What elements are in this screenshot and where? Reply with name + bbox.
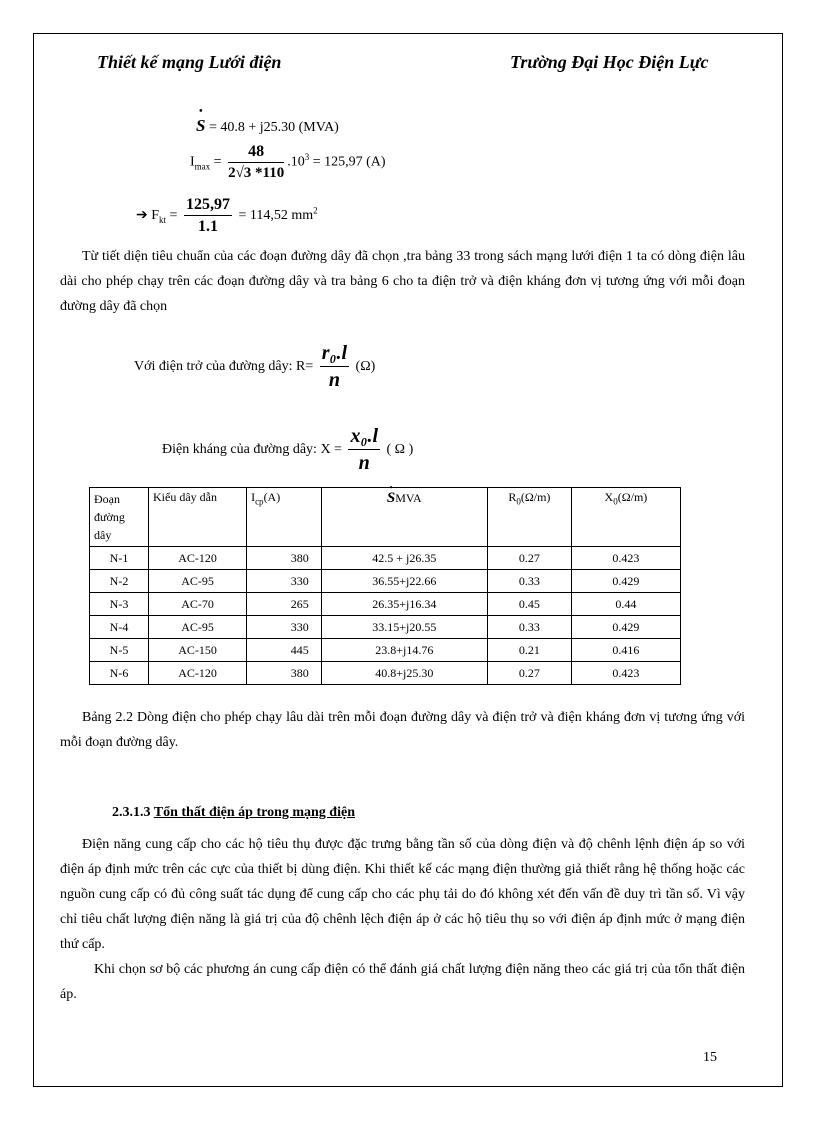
cell-segment: N-5 bbox=[90, 639, 149, 662]
imax-label: I bbox=[190, 154, 195, 170]
cell-r0: 0.27 bbox=[487, 547, 571, 570]
cell-segment: N-1 bbox=[90, 547, 149, 570]
fkt-exponent: 2 bbox=[313, 205, 318, 216]
s-symbol bbox=[196, 106, 206, 136]
paragraph-intro-text: Từ tiết diện tiêu chuẩn của các đoạn đường dây đã chọn ,tra bảng 33 trong sách mạng lưới điện 1 ta có dòng điện lâu dài cho phép chạy trên các đoạn đường dây và tra bảng 6 cho ta điện trở và điện kháng đơn vị tương ứng với mỗi đoạn đường dây đã chọn bbox=[60, 249, 745, 314]
cell-x0: 0.423 bbox=[571, 547, 680, 570]
reactance-label: Điện kháng của đường dây: X = bbox=[162, 442, 342, 458]
reactance-unit: ( Ω ) bbox=[386, 442, 414, 458]
cell-x0: 0.416 bbox=[571, 639, 680, 662]
cell-r0: 0.33 bbox=[487, 616, 571, 639]
header-s bbox=[321, 483, 487, 547]
table-row bbox=[90, 662, 681, 685]
fkt-fraction bbox=[184, 196, 232, 236]
s-value: = 40.8 + j25.30 (MVA) bbox=[208, 120, 339, 135]
section-number: 2.3.1.3 bbox=[112, 805, 151, 820]
cell-icp: 330 bbox=[247, 616, 322, 639]
cell-s: 33.15+j20.55 bbox=[321, 616, 487, 639]
imax-numerator: 48 bbox=[228, 143, 284, 163]
header-x0-letter: X bbox=[604, 490, 614, 504]
imax-denominator: 2√3 *110 bbox=[228, 165, 285, 181]
cell-x0: 0.429 bbox=[571, 570, 680, 593]
paragraph-voltage-quality bbox=[60, 832, 745, 957]
header-x0-unit: (Ω/m) bbox=[617, 490, 648, 504]
section-heading bbox=[112, 805, 355, 821]
reactance-numerator: x₀.l bbox=[348, 425, 380, 450]
header-s-dot: • bbox=[389, 483, 393, 492]
imax-result: = 125,97 (A) bbox=[312, 154, 386, 170]
cell-s: 23.8+j14.76 bbox=[321, 639, 487, 662]
table-row bbox=[90, 547, 681, 570]
reactance-fraction bbox=[348, 425, 380, 475]
table-caption bbox=[60, 705, 745, 755]
cell-x0: 0.44 bbox=[571, 593, 680, 616]
s-letter: S bbox=[196, 116, 206, 135]
resistance-denominator: n bbox=[328, 369, 340, 391]
cell-r0: 0.27 bbox=[487, 662, 571, 685]
header-icp-sub: cp bbox=[255, 496, 264, 507]
cell-wire: AC-150 bbox=[149, 639, 247, 662]
cell-s: 36.55+j22.66 bbox=[321, 570, 487, 593]
line-parameters-table bbox=[89, 483, 681, 685]
reactance-denominator: n bbox=[358, 452, 370, 474]
cell-s: 26.35+j16.34 bbox=[321, 593, 487, 616]
header-icp bbox=[247, 488, 322, 547]
fkt-numerator: 125,97 bbox=[184, 196, 232, 216]
header-segment: Đoạn đường dây bbox=[90, 488, 149, 547]
header-s-unit: MVA bbox=[395, 491, 422, 505]
apparent-power-formula bbox=[196, 106, 339, 136]
imax-exponent: 3 bbox=[304, 152, 310, 163]
cell-wire: AC-95 bbox=[149, 570, 247, 593]
cell-icp: 330 bbox=[247, 570, 322, 593]
header-x0-sub: 0 bbox=[613, 496, 618, 507]
table-row bbox=[90, 570, 681, 593]
cell-segment: N-6 bbox=[90, 662, 149, 685]
cell-x0: 0.429 bbox=[571, 616, 680, 639]
resistance-label: Với điện trở của đường dây: R= bbox=[134, 359, 314, 375]
table-row bbox=[90, 593, 681, 616]
header-left-title: Thiết kế mạng Lưới điện bbox=[97, 52, 282, 72]
cell-segment: N-2 bbox=[90, 570, 149, 593]
cell-r0: 0.33 bbox=[487, 570, 571, 593]
header-icp-letter: I bbox=[251, 490, 256, 504]
arrow-icon: ➔ bbox=[136, 208, 148, 224]
cell-wire: AC-95 bbox=[149, 616, 247, 639]
reactance-formula bbox=[162, 425, 413, 475]
header-s-letter: S bbox=[386, 490, 396, 506]
page-number: 15 bbox=[703, 1050, 717, 1065]
imax-sub: max bbox=[194, 161, 211, 172]
table-row bbox=[90, 616, 681, 639]
paragraph-voltage-loss-text: Khi chọn sơ bộ các phương án cung cấp điện có thể đánh giá chất lượng điện năng theo các giá trị của tổn thất điện áp. bbox=[60, 962, 745, 1002]
resistance-formula bbox=[134, 342, 375, 392]
resistance-fraction bbox=[320, 342, 349, 392]
fkt-equals: = bbox=[169, 208, 178, 224]
imax-equals: = bbox=[213, 154, 222, 170]
header-r0-letter: R bbox=[508, 490, 517, 504]
fkt-denominator: 1.1 bbox=[197, 218, 218, 235]
header-r0-sub: 0 bbox=[516, 496, 521, 507]
resistance-unit: (Ω) bbox=[355, 359, 376, 375]
table-header-row bbox=[90, 488, 681, 547]
cell-icp: 380 bbox=[247, 547, 322, 570]
cell-wire: AC-70 bbox=[149, 593, 247, 616]
paragraph-intro bbox=[60, 244, 745, 319]
paragraph-voltage-loss bbox=[60, 957, 745, 1007]
imax-fraction bbox=[228, 143, 284, 182]
fkt-label: F bbox=[151, 208, 160, 224]
cell-segment: N-4 bbox=[90, 616, 149, 639]
cell-r0: 0.21 bbox=[487, 639, 571, 662]
cell-s: 42.5 + j26.35 bbox=[321, 547, 487, 570]
cell-s: 40.8+j25.30 bbox=[321, 662, 487, 685]
cell-icp: 380 bbox=[247, 662, 322, 685]
table-caption-text: Bảng 2.2 Dòng điện cho phép chạy lâu dài trên mỗi đoạn đường dây và điện trở và điện kháng đơn vị tương ứng với mỗi đoạn đường dây. bbox=[60, 710, 745, 750]
fkt-result: = 114,52 mm bbox=[238, 208, 314, 224]
header-wire-type: Kiểu dây dẫn bbox=[149, 488, 247, 547]
header-x0 bbox=[571, 488, 680, 547]
fkt-formula bbox=[136, 196, 318, 236]
imax-times: .10 bbox=[287, 154, 305, 170]
cell-wire: AC-120 bbox=[149, 662, 247, 685]
header-r0-unit: (Ω/m) bbox=[520, 490, 551, 504]
resistance-numerator: r₀.l bbox=[320, 342, 349, 367]
header-r0 bbox=[487, 488, 571, 547]
imax-formula bbox=[190, 143, 386, 182]
table-row bbox=[90, 639, 681, 662]
cell-icp: 445 bbox=[247, 639, 322, 662]
paragraph-voltage-quality-text: Điện năng cung cấp cho các hộ tiêu thụ được đặc trưng bằng tần số của dòng điện và độ chênh lệnh điện áp so với điện áp định mức trên các cực của thiết bị dùng điện. Khi thiết kế các mạng điện thường giả thiết rằng hệ thống hoặc các nguồn cung cấp có đủ công suất tác dụng để cung cấp cho các phụ tải do đó không xét đến vấn đề duy trì tần số. Vì vậy chỉ tiêu chất lượng điện năng là giá trị của độ chênh lệch điện áp ở các hộ tiêu thụ so với điện áp định mức ở mạng điện thứ cấp. bbox=[60, 837, 745, 952]
section-title: Tổn thất điện áp trong mạng điện bbox=[153, 805, 355, 820]
cell-segment: N-3 bbox=[90, 593, 149, 616]
cell-x0: 0.423 bbox=[571, 662, 680, 685]
cell-icp: 265 bbox=[247, 593, 322, 616]
header-icp-unit: (A) bbox=[263, 490, 281, 504]
cell-wire: AC-120 bbox=[149, 547, 247, 570]
s-dot: • bbox=[198, 106, 203, 117]
cell-r0: 0.45 bbox=[487, 593, 571, 616]
fkt-sub: kt bbox=[159, 215, 167, 226]
header-right-title: Trường Đại Học Điện Lực bbox=[510, 52, 709, 72]
header-s-symbol bbox=[386, 483, 396, 507]
